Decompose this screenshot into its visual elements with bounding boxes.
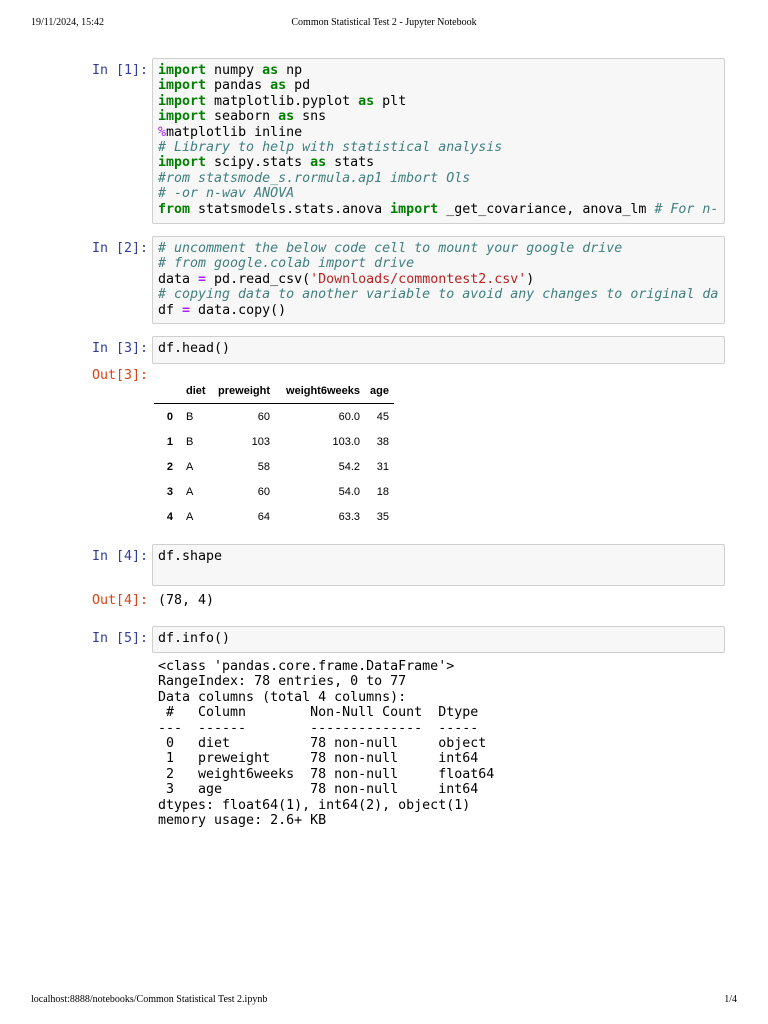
table-row bbox=[154, 479, 394, 504]
table-row bbox=[154, 504, 394, 529]
cell-3-code: df.head() bbox=[158, 341, 231, 356]
table-cell: 103 bbox=[251, 435, 270, 448]
column-header bbox=[154, 378, 178, 404]
table-cell: 60 bbox=[257, 485, 270, 498]
output-line: Data columns (total 4 columns): bbox=[158, 689, 407, 705]
cell-5-output bbox=[158, 659, 494, 828]
cell-4-input-prompt: In [4]: bbox=[91, 549, 148, 564]
code-line: import matplotlib.pyplot as plt bbox=[158, 93, 407, 109]
cell-1-input-prompt: In [1]: bbox=[91, 63, 148, 78]
output-line: 1 preweight 78 non-null int64 bbox=[158, 751, 495, 767]
cell-5-code-editor[interactable] bbox=[152, 626, 725, 653]
output-line: <class 'pandas.core.frame.DataFrame'> bbox=[158, 659, 455, 674]
table-cell: B bbox=[186, 435, 194, 448]
output-line: memory usage: 2.6+ KB bbox=[158, 812, 327, 828]
output-line: RangeIndex: 78 entries, 0 to 77 bbox=[158, 674, 407, 690]
cell-5-input-prompt: In [5]: bbox=[91, 631, 148, 646]
cell-3-output-prompt: Out[3]: bbox=[91, 368, 148, 383]
code-line: # -or n-wav ANOVA bbox=[158, 186, 295, 202]
table-cell: 58 bbox=[257, 460, 270, 473]
table-header-row bbox=[154, 378, 394, 404]
row-index: 4 bbox=[166, 510, 173, 523]
output-line: 3 age 78 non-null int64 bbox=[158, 782, 495, 798]
table-cell: 45 bbox=[376, 410, 389, 423]
cell-2-code-editor[interactable] bbox=[152, 236, 725, 324]
cell-2-code bbox=[153, 237, 724, 318]
cell-1-code bbox=[153, 59, 724, 217]
code-line: df = data.copy() bbox=[158, 302, 287, 318]
table-cell: 18 bbox=[376, 485, 389, 498]
table-cell: 60.0 bbox=[338, 410, 360, 423]
code-line: from statsmodels.stats.anova import _get_covariance, anova_lm # For n- bbox=[158, 201, 719, 217]
code-line: # uncomment the below code cell to mount your google drive bbox=[158, 241, 623, 256]
code-line: # from google.colab import drive bbox=[158, 256, 415, 272]
table-cell: B bbox=[186, 410, 194, 423]
print-page-number: 1/4 bbox=[724, 994, 737, 1005]
cell-4-code: df.shape bbox=[158, 549, 223, 564]
dataframe-table bbox=[154, 378, 394, 529]
cell-4-code-editor[interactable] bbox=[152, 544, 725, 586]
code-line: data = pd.read_csv('Downloads/commontest2.csv') bbox=[158, 271, 535, 287]
code-line: # Library to help with statistical analysis bbox=[158, 139, 503, 155]
print-url: localhost:8888/notebooks/Common Statistical Test 2.ipynb bbox=[31, 994, 268, 1005]
table-cell: 35 bbox=[376, 510, 389, 523]
table-cell: 64 bbox=[257, 510, 270, 523]
table-cell: 63.3 bbox=[338, 510, 360, 523]
table-cell: 38 bbox=[376, 435, 389, 448]
output-line: --- ------ -------------- ----- bbox=[158, 720, 495, 736]
cell-4-output-prompt: Out[4]: bbox=[91, 593, 148, 608]
code-line: #rom statsmode_s.rormula.ap1 imbort Ols bbox=[158, 170, 471, 186]
row-index: 2 bbox=[166, 460, 173, 473]
output-line: 2 weight6weeks 78 non-null float64 bbox=[158, 766, 495, 782]
cell-5-code: df.info() bbox=[158, 631, 231, 646]
code-line: import numpy as np bbox=[158, 63, 303, 78]
print-title: Common Statistical Test 2 - Jupyter Notebook bbox=[291, 17, 477, 28]
row-index: 3 bbox=[166, 485, 173, 498]
table-cell: 60 bbox=[257, 410, 270, 423]
column-header: diet bbox=[178, 378, 213, 404]
column-header: preweight bbox=[213, 378, 275, 404]
cell-4-output: (78, 4) bbox=[158, 593, 215, 608]
table-row bbox=[154, 454, 394, 479]
output-line: dtypes: float64(1), int64(2), object(1) bbox=[158, 797, 471, 813]
table-cell: A bbox=[186, 485, 194, 498]
row-index: 0 bbox=[166, 410, 173, 423]
code-line: import scipy.stats as stats bbox=[158, 155, 375, 171]
code-line: # copying data to another variable to avoid any changes to original da bbox=[158, 287, 719, 303]
code-line: import seaborn as sns bbox=[158, 109, 327, 125]
cell-3-input-prompt: In [3]: bbox=[91, 341, 148, 356]
table-cell: A bbox=[186, 460, 194, 473]
cell-1-code-editor[interactable] bbox=[152, 58, 725, 224]
output-line: 0 diet 78 non-null object bbox=[158, 735, 495, 751]
column-header: weight6weeks bbox=[275, 378, 365, 404]
code-line: import pandas as pd bbox=[158, 78, 311, 94]
output-line: # Column Non-Null Count Dtype bbox=[158, 705, 495, 721]
table-row bbox=[154, 429, 394, 454]
table-cell: 54.0 bbox=[338, 485, 360, 498]
row-index: 1 bbox=[166, 435, 173, 448]
table-cell: A bbox=[186, 510, 194, 523]
code-line: %matplotlib inline bbox=[158, 124, 303, 140]
table-cell: 54.2 bbox=[338, 460, 360, 473]
column-header: age bbox=[365, 378, 394, 404]
cell-2-input-prompt: In [2]: bbox=[91, 241, 148, 256]
table-cell: 31 bbox=[376, 460, 389, 473]
print-datetime: 19/11/2024, 15:42 bbox=[31, 17, 104, 28]
cell-3-code-editor[interactable] bbox=[152, 336, 725, 364]
table-row bbox=[154, 404, 394, 430]
table-cell: 103.0 bbox=[332, 435, 360, 448]
